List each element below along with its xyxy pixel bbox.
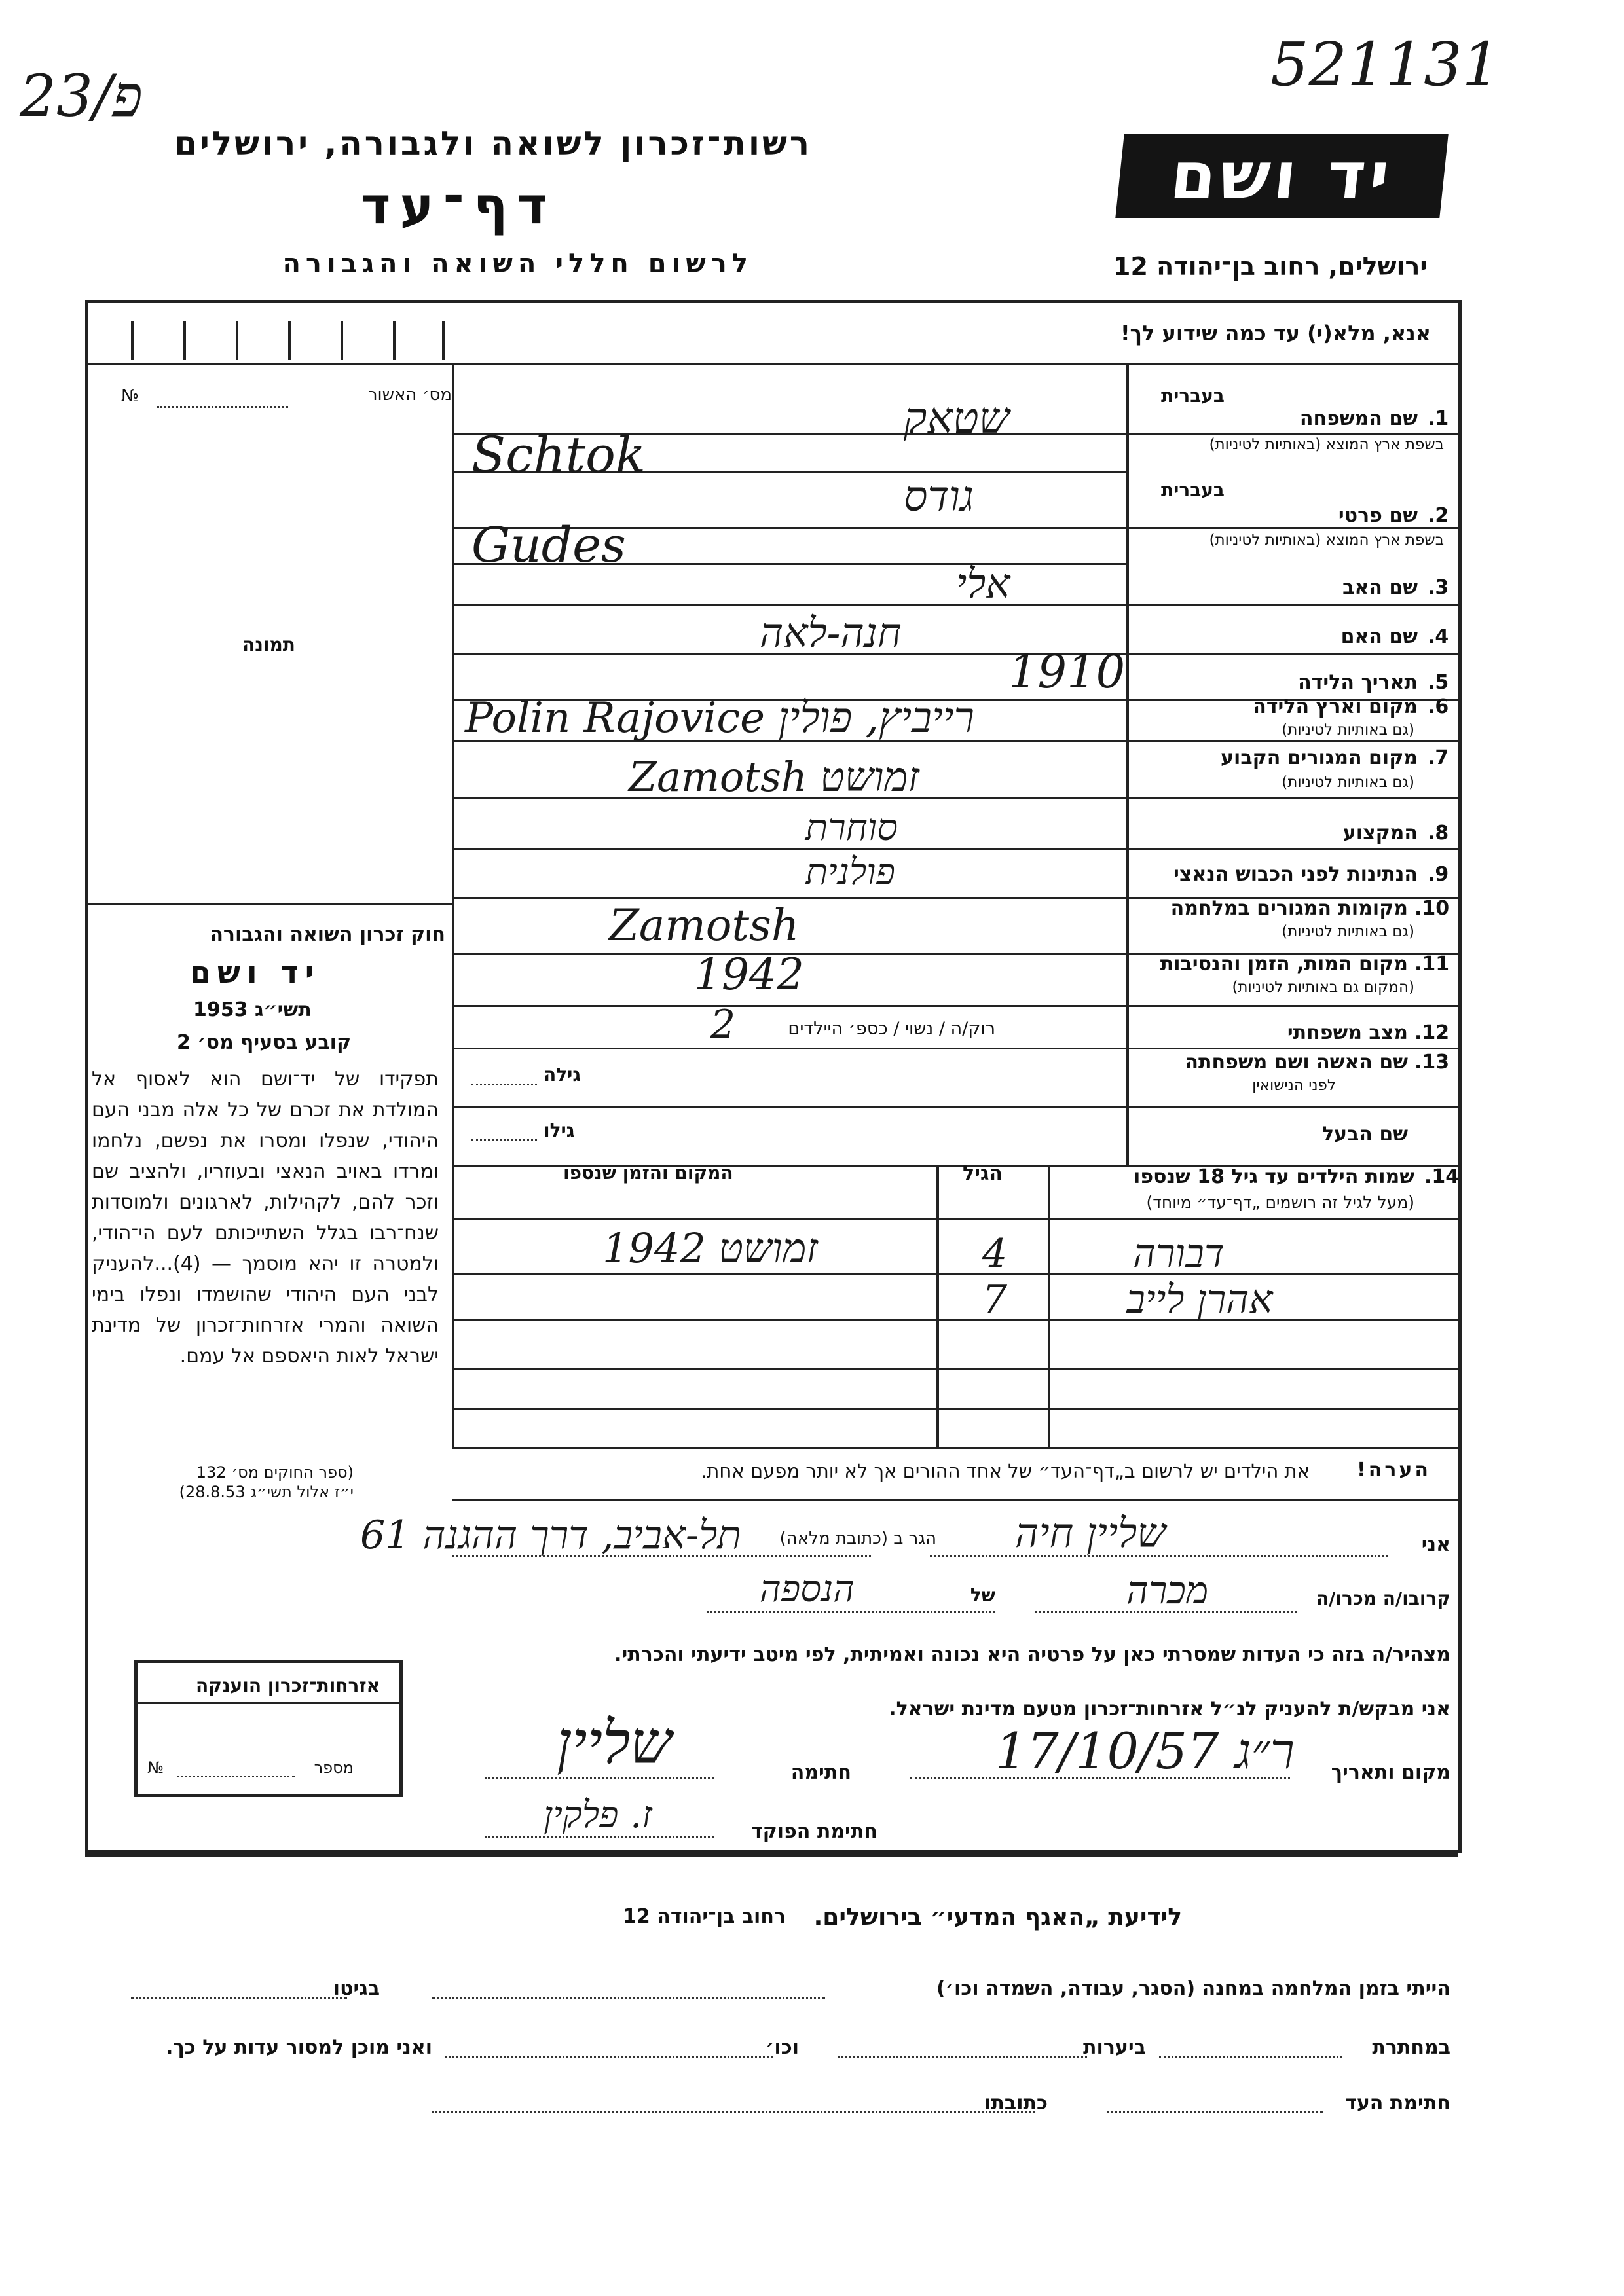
field-10-num: 10. bbox=[1414, 897, 1450, 920]
field-5-value: 1910 bbox=[1008, 645, 1126, 699]
field-7-label: מקום המגורים הקבוע bbox=[1221, 746, 1418, 769]
law-text: תפקידו של יד־ושם הוא לאסוף אל המולדת את זכרם של כל אלה מבני העם היהודי, שנפלו ומסרו את נפשם, נלחמו ומרדו באויב הנאצי ובעוזריו, ולהציב שם וזכר להם, לקהילות, לארגונים ולמוסדות שנח־רבו בגלל השתייכותם לעם הי־הודי, ולמטרה זו יהא מוסמך — (4)...להעניק לבני העם היהודי שהושמדו ונפלו בימי השואה והמרי אזרחות־זכרון של מדינת ישראל לאות היאספם אל עמם. bbox=[92, 1068, 439, 1368]
field-12-value: 2 bbox=[710, 1002, 736, 1048]
field-6-label: מקום וארץ הלידה bbox=[1253, 695, 1418, 718]
logo-block bbox=[1115, 134, 1448, 218]
citizenship-box bbox=[134, 1660, 403, 1797]
law-year-he: תשי״ג bbox=[254, 998, 312, 1021]
field-9-label: הנתינות לפני הכבוש הנאצי bbox=[1173, 863, 1418, 886]
child-1-name: דבורה bbox=[1133, 1231, 1225, 1277]
footer-line3-b: כתובתו bbox=[984, 2092, 1048, 2115]
field-9-num: 9. bbox=[1428, 863, 1449, 886]
field-2-label: שם פרטי bbox=[1338, 504, 1418, 527]
field-2-value-he: גודס bbox=[904, 473, 974, 521]
footer-line3-a: חתימת העד bbox=[1345, 2092, 1450, 2115]
field-7-value: Zamotsh זמושט bbox=[629, 753, 919, 801]
field-11-label: מקום המות, הזמן והנסיבות bbox=[1160, 953, 1408, 975]
signature-value: שליין bbox=[557, 1709, 672, 1777]
field-1-value-latin: Schtok bbox=[471, 426, 646, 484]
field-7-sub: (גם באותיות לטיניות) bbox=[1282, 774, 1414, 791]
field-4-num: 4. bbox=[1428, 625, 1449, 648]
field-2-value-latin: Gudes bbox=[471, 517, 626, 574]
field-9-value: פולנית bbox=[805, 851, 895, 894]
archive-number-left: 23/פ bbox=[20, 62, 143, 130]
field-2-sub: בשפת ארץ המוצא (באותיות לטיניות) bbox=[1209, 532, 1444, 549]
field-1-sub: בשפת ארץ המוצא (באותיות לטיניות) bbox=[1209, 436, 1444, 453]
citizenship-title: אזרחות־זכרון הוענקה bbox=[196, 1675, 380, 1696]
field-3-num: 3. bbox=[1428, 576, 1449, 599]
field-10-sub: (גם באותיות לטיניות) bbox=[1282, 923, 1414, 940]
form-subtitle: לרשום חללי השואה והגבורה bbox=[282, 249, 753, 279]
field-5-label: תאריך הלידה bbox=[1298, 671, 1418, 694]
address: ירושלים, רחוב בן־יהודה 12 bbox=[1113, 252, 1428, 281]
field-6-sub: (גם באותיות לטיניות) bbox=[1282, 721, 1414, 738]
footer-title: לידיעת „האגף המדעי״ בירושלים. bbox=[813, 1904, 1182, 1931]
declarant-residing-label: הגר ב (כתובת מלאה) bbox=[779, 1529, 936, 1548]
field-10-value: Zamotsh bbox=[609, 900, 800, 951]
officer-label: חתימת הפוקד bbox=[751, 1820, 877, 1843]
approval-no-label: מס׳ האשור bbox=[367, 385, 452, 405]
field-13-age-label: גילה bbox=[544, 1064, 581, 1085]
law-name: יד ושם bbox=[190, 955, 321, 990]
law-year-num: 1953 bbox=[193, 998, 248, 1021]
note-text: את הילדים יש לרשום ב„דף־העד״ של אחד ההורים אך לא יותר מפעם אחת. bbox=[701, 1460, 1310, 1482]
field-1-value-he: שטאק bbox=[904, 393, 1010, 443]
archive-number-right: 521131 bbox=[1270, 29, 1501, 100]
child-2-age: 7 bbox=[982, 1277, 1008, 1322]
field-10-label: מקומות המגורים במלחמה bbox=[1170, 897, 1408, 920]
field-11-sub: (המקום גם באותיות לטיניות) bbox=[1232, 979, 1414, 996]
footer-line2-a: במחתרת bbox=[1372, 2036, 1450, 2059]
org-name: רשות־זכרון לשואה ולגבורה, ירושלים bbox=[174, 124, 812, 162]
tick-boxes bbox=[121, 321, 449, 360]
approval-no-suffix: № bbox=[121, 386, 139, 406]
field-1-num: 1. bbox=[1428, 407, 1449, 430]
footer-line2-c: וכו׳ bbox=[766, 2036, 799, 2059]
field-3-value: אלי bbox=[956, 560, 1010, 608]
footer-line1-b: בגיטו bbox=[333, 1977, 380, 2000]
field-11-value: 1942 bbox=[694, 949, 804, 1000]
field-8-value: סוחרת bbox=[805, 807, 898, 849]
law-ref-1: (ספר החוקים מס׳ 132 bbox=[196, 1463, 354, 1482]
law-clause: קובע בסעיף מס׳ 2 bbox=[177, 1031, 352, 1054]
declarant-i-label: אני bbox=[1421, 1533, 1450, 1556]
field-12-label: מצב משפחתי bbox=[1287, 1021, 1408, 1044]
relative-value: מכרה bbox=[1126, 1568, 1209, 1613]
declarant-address: תל-אביב, דרך ההגנה 61 bbox=[360, 1512, 741, 1558]
place-date-value: ר״ג 17/10/57 bbox=[995, 1722, 1295, 1780]
field-4-value: חנה-לאה bbox=[760, 609, 902, 657]
field-13-label: שם האשה ושם משפחתה bbox=[1185, 1051, 1408, 1074]
of-value: הנספה bbox=[760, 1568, 855, 1611]
field-1-label-top: בעברית bbox=[1160, 385, 1225, 407]
children-age-col: הגיל bbox=[963, 1162, 1003, 1185]
child-1-place: זמושט 1942 bbox=[602, 1224, 818, 1272]
field-12-num: 12. bbox=[1414, 1021, 1450, 1044]
logo-text: יד ושם bbox=[1166, 137, 1397, 214]
field-12-options: רוק/ה / נשוי / כספ׳ היילדים bbox=[788, 1019, 995, 1039]
husband-age-label: גילו bbox=[544, 1120, 575, 1141]
child-1-age: 4 bbox=[982, 1231, 1008, 1277]
relative-label: קרובו/ה מכרו/ה bbox=[1316, 1588, 1450, 1609]
citizenship-number-suffix: № bbox=[147, 1758, 164, 1777]
law-year bbox=[193, 998, 312, 1021]
husband-label: שם הבעל bbox=[1321, 1123, 1408, 1146]
of-label: של bbox=[970, 1584, 995, 1606]
children-num: 14. bbox=[1424, 1165, 1460, 1188]
children-header-sub: (מעל לגיל זה רושמים „דף־עד״ מיוחד) bbox=[1146, 1193, 1414, 1212]
law-title: חוק זכרון השואה והגבורה bbox=[210, 923, 445, 946]
declaration: מצהיר/ה בזה כי העדות שמסרתי כאן על פרטיה היא נכונה ואמיתית, לפי מיטב ידיעתי והכרתי. bbox=[614, 1643, 1450, 1666]
officer-value: ז. פלקין bbox=[544, 1794, 652, 1836]
field-6-num: 6. bbox=[1428, 695, 1449, 718]
field-5-num: 5. bbox=[1428, 671, 1449, 694]
field-8-num: 8. bbox=[1428, 822, 1449, 845]
field-7-num: 7. bbox=[1428, 746, 1449, 769]
note-label: הערה! bbox=[1357, 1459, 1431, 1482]
field-13-sub: לפני הנישואין bbox=[1252, 1077, 1336, 1094]
instruction: אנא, מלא(י) עד כמה שידוע לך! bbox=[1120, 321, 1431, 346]
photo-label: תמונה bbox=[242, 634, 295, 655]
footer-line2-d: ואני מוכן למסור עדות על כך. bbox=[166, 2036, 432, 2059]
footer-address: רחוב בן־יהודה 12 bbox=[623, 1905, 786, 1928]
form-title: דף־עד bbox=[360, 177, 557, 236]
children-place-col: המקום והזמן שנספו bbox=[563, 1162, 733, 1184]
signature-label: חתימה bbox=[790, 1761, 851, 1784]
place-date-label: מקום ותאריך bbox=[1331, 1761, 1450, 1784]
children-header: שמות הילדים עד גיל 18 שנספו bbox=[1134, 1165, 1414, 1188]
field-11-num: 11. bbox=[1414, 953, 1450, 975]
field-1-label: שם המשפחה bbox=[1299, 407, 1418, 430]
declarant-name: שליין חיה bbox=[1015, 1509, 1166, 1557]
law-ref-2: י״ז אלול תשי״ג 28.8.53) bbox=[179, 1483, 354, 1501]
field-8-label: המקצוע bbox=[1342, 822, 1418, 845]
field-2-num: 2. bbox=[1428, 504, 1449, 527]
footer-line2-b: ביערות bbox=[1083, 2036, 1146, 2059]
request: אני מבקש/ת להעניק לנ״ל אזרחות־זכרון מטעם מדינת ישראל. bbox=[889, 1698, 1450, 1721]
child-2-name: אהרן לייב bbox=[1126, 1277, 1273, 1322]
field-2-label-top: בעברית bbox=[1160, 479, 1225, 501]
footer-line1-a: הייתי בזמן המלחמה במחנה (הסגר, עבודה, השמדה וכו׳) bbox=[936, 1977, 1450, 2000]
citizenship-number-label: מספר bbox=[314, 1758, 354, 1777]
field-6-value: Polin Rajovice רייביץ, פולין bbox=[465, 694, 974, 742]
field-13-num: 13. bbox=[1414, 1051, 1450, 1074]
field-3-label: שם האב bbox=[1342, 576, 1418, 599]
field-4-label: שם האם bbox=[1340, 625, 1418, 648]
